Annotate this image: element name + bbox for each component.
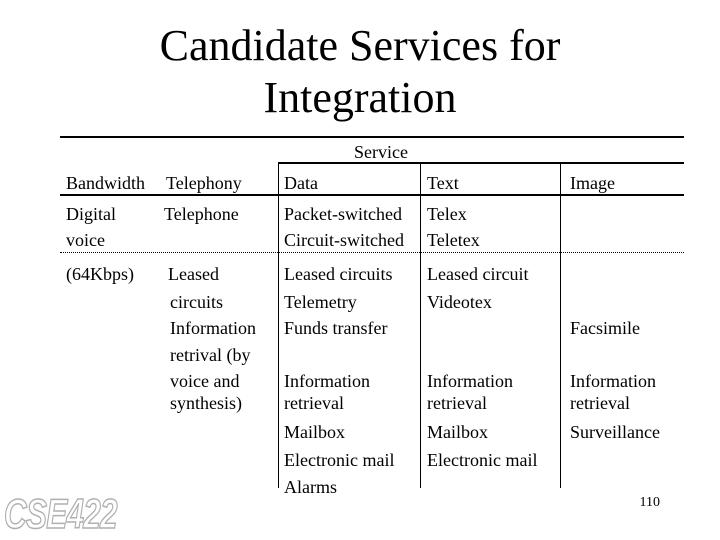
cell-text: Videotex	[427, 292, 492, 312]
cell-image: retrieval	[570, 393, 630, 413]
cell-text: Electronic mail	[427, 450, 538, 470]
slide-title-line-1: Candidate Services for	[159, 21, 561, 70]
cell-telephony: Leased	[168, 264, 219, 284]
cell-bandwidth: (64Kbps)	[66, 264, 134, 284]
cell-data: Leased circuits	[284, 264, 393, 284]
cell-data: Packet-switched	[284, 204, 402, 224]
course-logo: CSE422	[4, 490, 117, 537]
header-data: Data	[284, 173, 318, 193]
cell-data: Funds transfer	[284, 318, 388, 338]
cell-telephony: retrival (by	[170, 345, 251, 365]
cell-telephony: synthesis)	[170, 393, 242, 413]
cell-bandwidth: voice	[66, 230, 105, 250]
cell-telephony: circuits	[170, 292, 223, 312]
row-divider	[60, 252, 684, 253]
cell-text: retrieval	[427, 393, 487, 413]
cell-data: Alarms	[284, 477, 337, 497]
header-image: Image	[570, 173, 615, 193]
slide-title-line-2: Integration	[263, 73, 457, 122]
table-top-rule	[60, 136, 684, 138]
service-group-header: Service	[354, 142, 408, 162]
cell-data: Information	[284, 371, 370, 391]
cell-data: Electronic mail	[284, 450, 395, 470]
page-number: 110	[639, 495, 660, 510]
column-divider	[420, 162, 421, 488]
header-telephony: Telephony	[166, 173, 242, 193]
cell-text: Mailbox	[427, 422, 488, 442]
cell-text: Leased circuit	[427, 264, 529, 284]
cell-data: Circuit-switched	[284, 230, 404, 250]
cell-image: Information	[570, 371, 656, 391]
header-text: Text	[427, 173, 459, 193]
cell-data: retrieval	[284, 393, 344, 413]
cell-text: Information	[427, 371, 513, 391]
cell-telephony: Telephone	[164, 204, 239, 224]
cell-image: Facsimile	[570, 318, 640, 338]
cell-text: Telex	[427, 204, 467, 224]
cell-telephony: Information	[170, 318, 256, 338]
cell-bandwidth: Digital	[66, 204, 116, 224]
cell-data: Mailbox	[284, 422, 345, 442]
cell-data: Telemetry	[284, 292, 357, 312]
column-divider	[560, 162, 561, 488]
cell-text: Teletex	[427, 230, 480, 250]
cell-telephony: voice and	[170, 371, 240, 391]
service-group-rule	[278, 162, 684, 164]
column-divider	[278, 162, 279, 488]
cell-image: Surveillance	[570, 422, 660, 442]
header-bandwidth: Bandwidth	[66, 173, 145, 193]
